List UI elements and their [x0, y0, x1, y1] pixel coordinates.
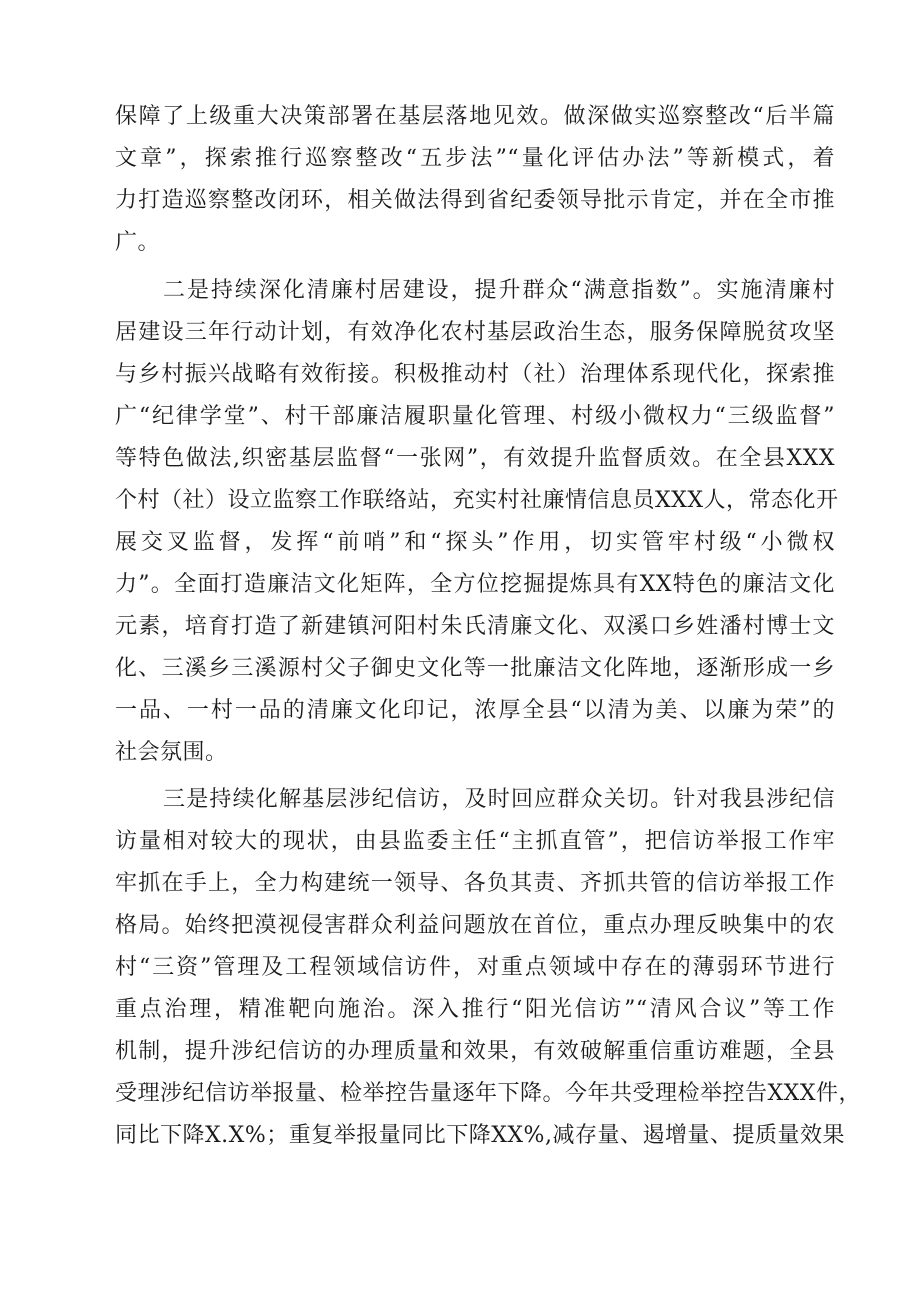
text-line: 个村（社）设立监察工作联络站，充实村社廉情信息员XXX人，常态化开 [115, 487, 839, 513]
text-line: 二是持续深化清廉村居建设，提升群众“满意指数”。实施清廉村 [163, 277, 835, 303]
text-line: 同比下降X.X%；重复举报量同比下降XX%,减存量、遏增量、提质量效果 [115, 1123, 845, 1148]
paragraph [115, 96, 835, 264]
text-line: 展交叉监督，发挥“前哨”和“探头”作用，切实管牢村级“小微权 [115, 529, 835, 555]
paragraph [115, 779, 861, 1157]
text-line: 等特色做法,织密基层监督“一张网”，有效提升监督质效。在全县XXX [115, 445, 835, 471]
text-line: 广。 [115, 230, 161, 255]
text-line: 村“三资”管理及工程领域信访件，对重点领域中存在的薄弱环节进行 [115, 955, 835, 980]
text-line: 居建设三年行动计划，有效净化农村基层政治生态，服务保障脱贫攻坚 [115, 319, 835, 345]
document-page [115, 96, 861, 1157]
text-line: 力”。全面打造廉洁文化矩阵，全方位挖掘提炼具有XX特色的廉洁文化 [115, 571, 835, 597]
text-line: 保障了上级重大决策部署在基层落地见效。做深做实巡察整改“后半篇 [115, 104, 835, 129]
text-line: 与乡村振兴战略有效衔接。积极推动村（社）治理体系现代化，探索推 [115, 361, 835, 387]
text-line: 重点治理，精准靶向施治。深入推行“阳光信访”“清风合议”等工作 [115, 997, 835, 1022]
text-line: 三是持续化解基层涉纪信访，及时回应群众关切。针对我县涉纪信 [163, 787, 835, 812]
text-line: 牢抓在手上，全力构建统一领导、各负其责、齐抓共管的信访举报工作 [115, 871, 835, 896]
text-line: 机制，提升涉纪信访的办理质量和效果，有效破解重信重访难题，全县 [115, 1039, 835, 1064]
text-line: 社会氛围。 [115, 739, 228, 765]
paragraph [115, 270, 839, 774]
text-line: 受理涉纪信访举报量、检举控告量逐年下降。今年共受理检举控告XXX件， [115, 1081, 861, 1106]
text-line: 广“纪律学堂”、村干部廉洁履职量化管理、村级小微权力“三级监督” [115, 403, 835, 429]
text-line: 元素，培育打造了新建镇河阳村朱氏清廉文化、双溪口乡姓潘村博士文 [115, 613, 835, 639]
text-line: 化、三溪乡三溪源村父子御史文化等一批廉洁文化阵地，逐渐形成一乡 [115, 655, 835, 681]
text-line: 文章”，探索推行巡察整改“五步法”“量化评估办法”等新模式，着 [115, 146, 835, 171]
text-line: 一品、一村一品的清廉文化印记，浓厚全县“以清为美、以廉为荣”的 [115, 697, 835, 723]
text-line: 力打造巡察整改闭环，相关做法得到省纪委领导批示肯定，并在全市推 [115, 188, 835, 213]
text-line: 访量相对较大的现状，由县监委主任“主抓直管”，把信访举报工作牢 [115, 829, 835, 854]
text-line: 格局。始终把漠视侵害群众利益问题放在首位，重点办理反映集中的农 [115, 913, 835, 938]
